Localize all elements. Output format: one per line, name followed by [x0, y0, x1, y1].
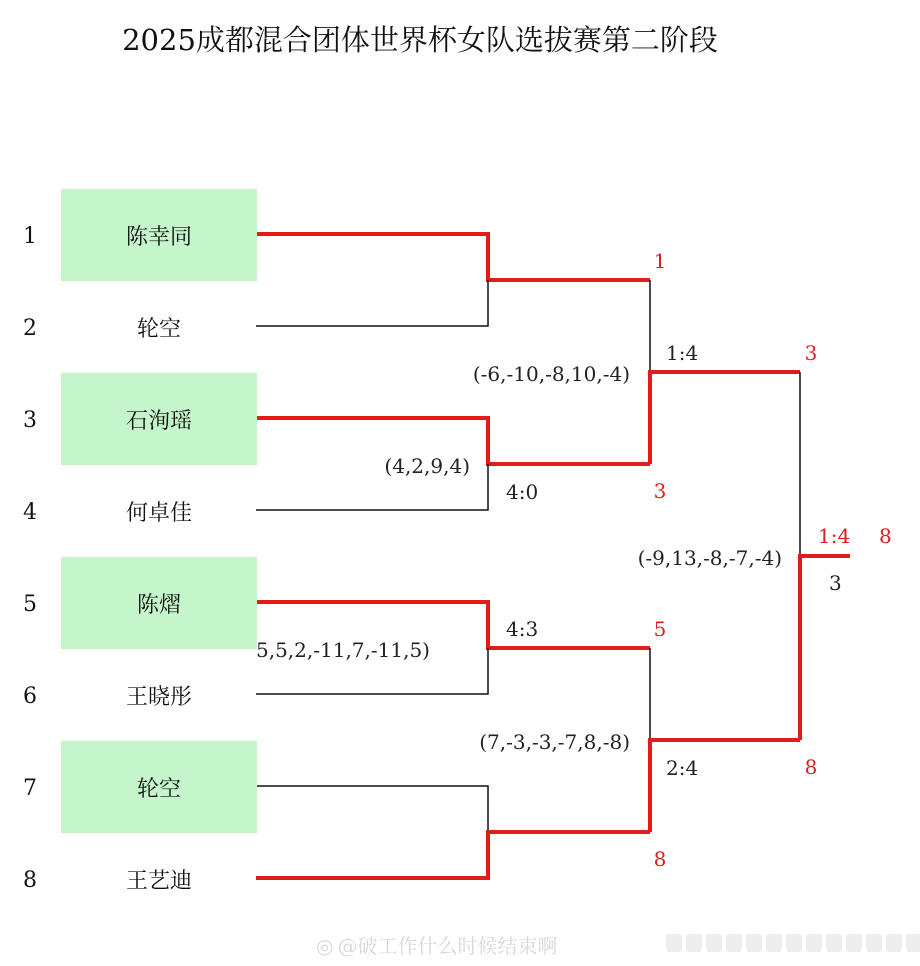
r2-game-scores: (-9,13,-8,-7,-4)	[637, 546, 782, 570]
seed-number: 5	[23, 592, 37, 617]
player-name: 陈幸同	[125, 224, 192, 250]
player-slot	[61, 741, 257, 833]
watermark-bars	[666, 934, 920, 952]
r2-match-1-score: 1:4	[666, 341, 699, 365]
winner-path	[256, 234, 650, 280]
player-slot	[61, 281, 257, 373]
r1-match-3-game-scores: 5,5,2,-11,7,-11,5)	[256, 638, 430, 662]
watermark-text: @破工作什么时候结束啊	[337, 934, 558, 958]
player-slot	[61, 189, 257, 281]
player-name: 石洵瑶	[125, 408, 192, 434]
r1-winner-seed: 8	[653, 847, 667, 871]
r1-match-4-lines	[256, 786, 650, 878]
winner-path	[256, 832, 650, 878]
player-name: 王晓彤	[125, 684, 192, 710]
final-loser-seed: 3	[829, 571, 842, 595]
champion-seed: 8	[879, 524, 892, 548]
seed-number: 8	[23, 868, 37, 893]
page-title: 2025成都混合团体世界杯女队选拔赛第二阶段	[122, 23, 718, 57]
loser-path	[256, 786, 488, 832]
r2-winner-seed: 3	[804, 341, 818, 365]
winner-path	[800, 556, 850, 740]
r1-match-3-score: 4:3	[506, 617, 539, 641]
player-slot	[61, 373, 257, 465]
r1-match-2-game-scores: (4,2,9,4)	[384, 454, 470, 478]
player-name: 王艺迪	[125, 868, 192, 894]
seed-number: 7	[23, 776, 37, 801]
seed-number: 3	[23, 408, 37, 433]
r1-match-4-game-scores: (7,-3,-3,-7,8,-8)	[479, 730, 630, 754]
seed-number: 1	[23, 224, 37, 249]
r1-winner-seed: 1	[653, 249, 667, 273]
seed-number: 4	[23, 500, 37, 525]
winner-path	[650, 740, 800, 832]
winner-path	[650, 372, 800, 464]
r1-winner-seed: 5	[653, 617, 667, 641]
r2-winner-seed: 8	[804, 755, 818, 779]
player-name: 陈熠	[136, 592, 181, 618]
r1-winner-seed: 3	[653, 479, 667, 503]
r2-match-2-lines	[650, 648, 800, 832]
r1-match-1-game-scores: (-6,-10,-8,10,-4)	[472, 362, 630, 386]
final-score: 1:4	[818, 524, 851, 548]
player-name: 何卓佳	[125, 500, 192, 526]
player-slot	[61, 833, 257, 925]
loser-path	[256, 280, 488, 326]
r2-match-2-score: 2:4	[666, 756, 699, 780]
r1-match-2-score: 4:0	[506, 480, 539, 504]
r2-match-1-lines	[650, 280, 800, 464]
player-slot	[61, 465, 257, 557]
r1-match-1-lines	[256, 234, 650, 326]
seed-number: 6	[23, 684, 37, 709]
player-name: 轮空	[136, 776, 181, 802]
player-slot	[61, 557, 257, 649]
final-lines	[800, 372, 850, 740]
player-name: 轮空	[136, 316, 181, 342]
weibo-icon: ◎	[316, 934, 334, 958]
watermark	[316, 930, 557, 959]
seed-number: 2	[23, 316, 37, 341]
player-slot	[61, 649, 257, 741]
